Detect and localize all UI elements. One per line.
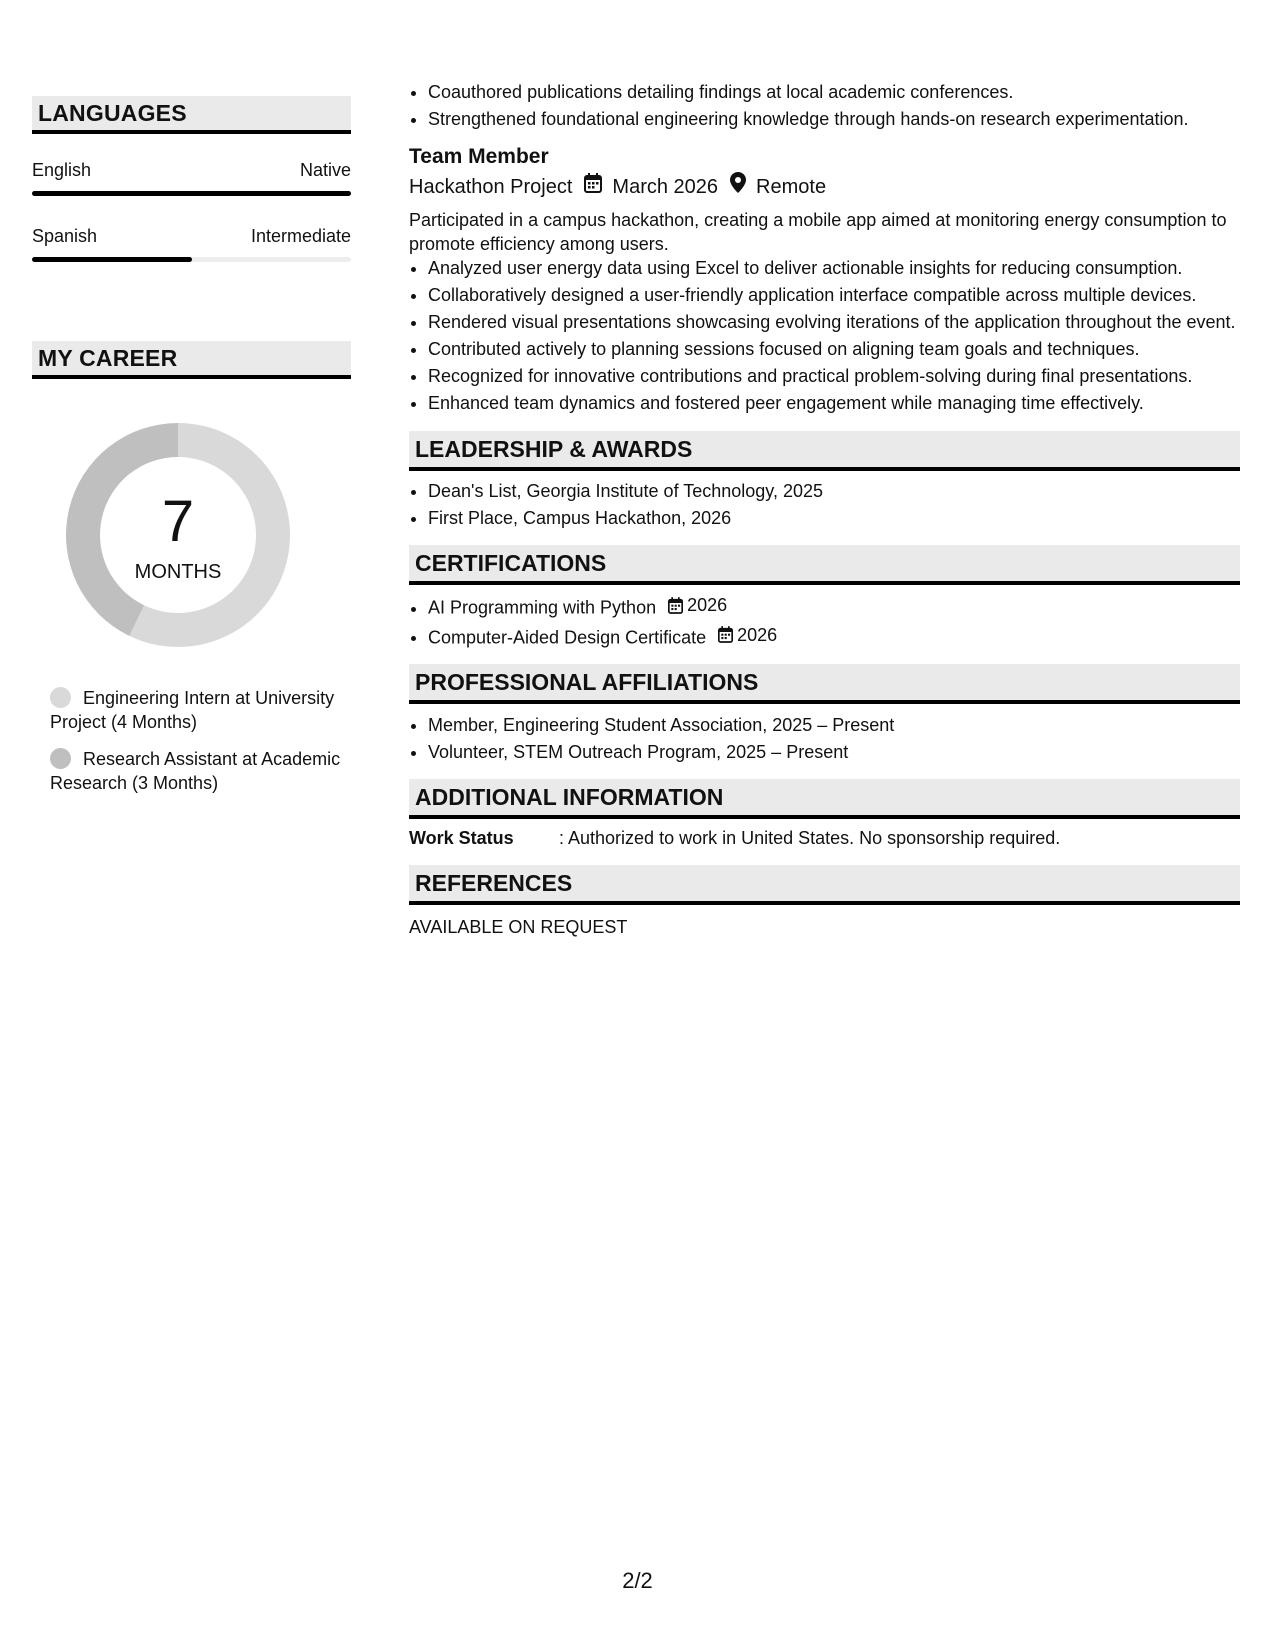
language-bar <box>32 257 351 262</box>
certification-year: 2026 <box>687 595 728 615</box>
list-item: • Volunteer, STEM Outreach Program, 2025 – Present <box>428 740 1240 764</box>
career-total: 7 <box>161 489 195 554</box>
list-item: • Contributed actively to planning sessions focused on aligning team goals and techniques. <box>428 337 1240 361</box>
legend-label: Research Assistant at Academic Research (3 Months) <box>50 749 341 793</box>
certification-name: Computer-Aided Design Certificate <box>428 627 707 647</box>
work-status-label: Work Status <box>409 828 514 848</box>
research-bullets <box>409 80 1240 131</box>
language-item <box>32 224 351 262</box>
list-item: • First Place, Campus Hackathon, 2026 <box>428 506 1240 530</box>
language-name: Spanish <box>32 225 98 246</box>
certifications-heading: CERTIFICATIONS <box>409 545 1240 585</box>
list-item: • Enhanced team dynamics and fostered peer engagement while managing time effectively. <box>428 391 1240 415</box>
job-entry <box>409 142 1240 415</box>
calendar-icon <box>718 626 733 643</box>
career-heading: MY CAREER <box>32 341 351 379</box>
leadership-list <box>409 479 1240 530</box>
language-bar-fill <box>32 191 351 196</box>
list-item: • Rendered visual presentations showcasing evolving iterations of the application throughout the event. <box>428 310 1240 334</box>
career-unit: MONTHS <box>134 561 222 583</box>
work-status-row <box>409 826 1240 850</box>
list-item: • Member, Engineering Student Association, 2025 – Present <box>428 713 1240 737</box>
career-donut-chart <box>66 423 290 647</box>
career-legend-item <box>50 747 350 795</box>
job-bullets <box>409 256 1240 415</box>
location-pin-icon <box>730 172 746 202</box>
work-status-value: : Authorized to work in United States. No sponsorship required. <box>559 828 1061 848</box>
references-heading: REFERENCES <box>409 865 1240 905</box>
languages-heading: LANGUAGES <box>32 96 351 134</box>
affiliations-list <box>409 713 1240 764</box>
legend-label: Engineering Intern at University Project (4 Months) <box>50 688 335 732</box>
job-title: Team Member <box>409 145 549 168</box>
legend-dot <box>50 748 71 769</box>
list-item: • Coauthored publications detailing findings at local academic conferences. <box>428 80 1240 104</box>
language-bar-fill <box>32 257 192 262</box>
certification-year: 2026 <box>737 624 778 645</box>
language-name: English <box>32 159 92 180</box>
certifications-list <box>409 593 1240 649</box>
certification-item <box>428 593 1240 620</box>
right-column <box>409 80 1240 939</box>
job-company: Hackathon Project <box>409 176 573 198</box>
job-location: Remote <box>756 176 827 198</box>
legend-dot <box>50 687 71 708</box>
list-item: • Analyzed user energy data using Excel to deliver actionable insights for reducing consumption. <box>428 256 1240 280</box>
career-legend-item <box>50 686 350 734</box>
page-number: 2/2 <box>622 1568 653 1593</box>
list-item: • Collaboratively designed a user-friendly application interface compatible across multiple devices. <box>428 283 1240 307</box>
list-item: • Strengthened foundational engineering knowledge through hands-on research experimentation. <box>428 107 1240 131</box>
language-item <box>32 158 351 196</box>
left-column <box>32 96 351 793</box>
list-item: • Dean's List, Georgia Institute of Technology, 2025 <box>428 479 1240 503</box>
job-meta <box>409 172 1240 202</box>
additional-info-heading: ADDITIONAL INFORMATION <box>409 779 1240 819</box>
calendar-icon <box>584 172 602 202</box>
leadership-heading: LEADERSHIP & AWARDS <box>409 431 1240 471</box>
job-description: Participated in a campus hackathon, creating a mobile app aimed at monitoring energy consumption to promote efficiency among users. <box>409 210 1227 254</box>
job-date: March 2026 <box>612 176 719 198</box>
calendar-icon <box>668 597 683 614</box>
list-item: • Recognized for innovative contributions and practical problem-solving during final presentations. <box>428 364 1240 388</box>
certification-name: AI Programming with Python <box>428 597 657 618</box>
language-bar <box>32 191 351 196</box>
certification-item <box>428 623 1240 650</box>
language-level: Native <box>299 159 351 180</box>
language-level: Intermediate <box>250 225 351 246</box>
affiliations-heading: PROFESSIONAL AFFILIATIONS <box>409 664 1240 704</box>
references-text: AVAILABLE ON REQUEST <box>409 917 628 937</box>
